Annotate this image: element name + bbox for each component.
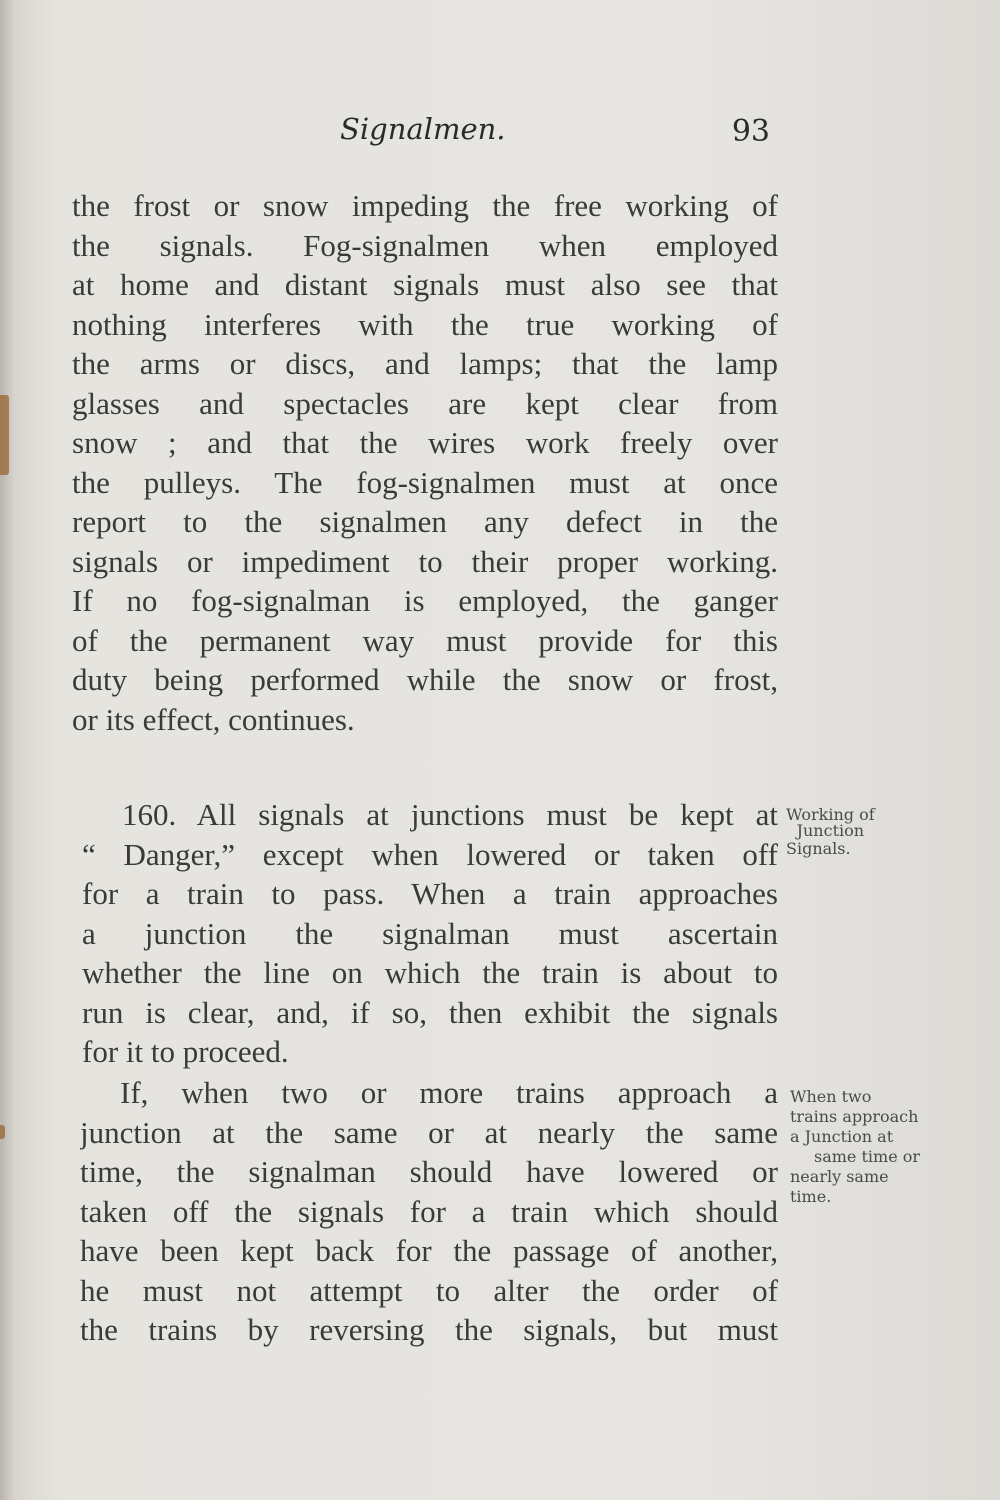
text-line: the signals. Fog-signalmen when employed [72, 227, 778, 263]
text-line: If no fog-signalman is employed, the ganger [72, 583, 778, 618]
text-line: at home and distant signals must also see that [72, 267, 778, 302]
text-line: he must not attempt to alter the order of [80, 1272, 778, 1308]
margin-note-line: Signals. [786, 839, 851, 858]
text-line: 160. All signals at junctions must be kept at [122, 797, 778, 832]
margin-note-line: Junction [796, 821, 865, 840]
margin-note-line: same time or [814, 1147, 921, 1166]
margin-note-line: When two [790, 1087, 872, 1106]
text-line: for a train to pass. When a train approaches [82, 876, 778, 911]
text-line: snow ; and that the wires work freely over [72, 425, 778, 460]
text-line: junction at the same or at nearly the same [80, 1114, 778, 1150]
text-line: a junction the signalman must ascertain [82, 915, 778, 951]
margin-note-line: a Junction at [790, 1127, 894, 1146]
page-header [80, 112, 780, 162]
text-line: If, when two or more trains approach a [120, 1075, 778, 1110]
paragraph-1 [72, 186, 778, 739]
text-line: or its effect, continues. [72, 701, 355, 737]
paragraph-3 [80, 1073, 778, 1350]
paragraph-2 [82, 795, 778, 1072]
text-line: the trains by reversing the signals, but must [80, 1312, 778, 1347]
text-line: time, the signalman should have lowered or [80, 1154, 778, 1189]
text-line: whether the line on which the train is about to [82, 955, 778, 990]
margin-note-line: Working of [786, 805, 875, 824]
text-line: taken off the signals for a train which should [80, 1193, 778, 1229]
text-line: the pulleys. The fog-signalmen must at once [72, 464, 778, 500]
running-title: Signalmen. [340, 112, 506, 146]
text-line: “ Danger,” except when lowered or taken off [82, 836, 778, 872]
text-line: duty being performed while the snow or frost, [72, 662, 778, 697]
binding-mark [0, 1125, 5, 1139]
text-line: the arms or discs, and lamps; that the lamp [72, 346, 778, 381]
margin-note-two-trains [790, 1087, 920, 1207]
text-line: have been kept back for the passage of another, [80, 1233, 778, 1268]
text-line: the frost or snow impeding the free working of [72, 188, 778, 223]
margin-note-line: time. [790, 1187, 832, 1206]
margin-note-junction-signals [786, 805, 875, 859]
text-line: run is clear, and, if so, then exhibit the signals [82, 994, 778, 1030]
margin-note-line: trains approach [790, 1107, 919, 1126]
text-line: for it to proceed. [82, 1034, 289, 1069]
text-line: signals or impediment to their proper working. [72, 543, 778, 579]
text-line: report to the signalmen any defect in the [72, 504, 778, 539]
margin-note-line: nearly same [790, 1167, 889, 1186]
binding-mark [0, 395, 9, 475]
text-line: nothing interferes with the true working of [72, 306, 778, 342]
text-line: of the permanent way must provide for this [72, 622, 778, 658]
text-line: glasses and spectacles are kept clear from [72, 385, 778, 421]
page-number: 93 [731, 114, 770, 149]
